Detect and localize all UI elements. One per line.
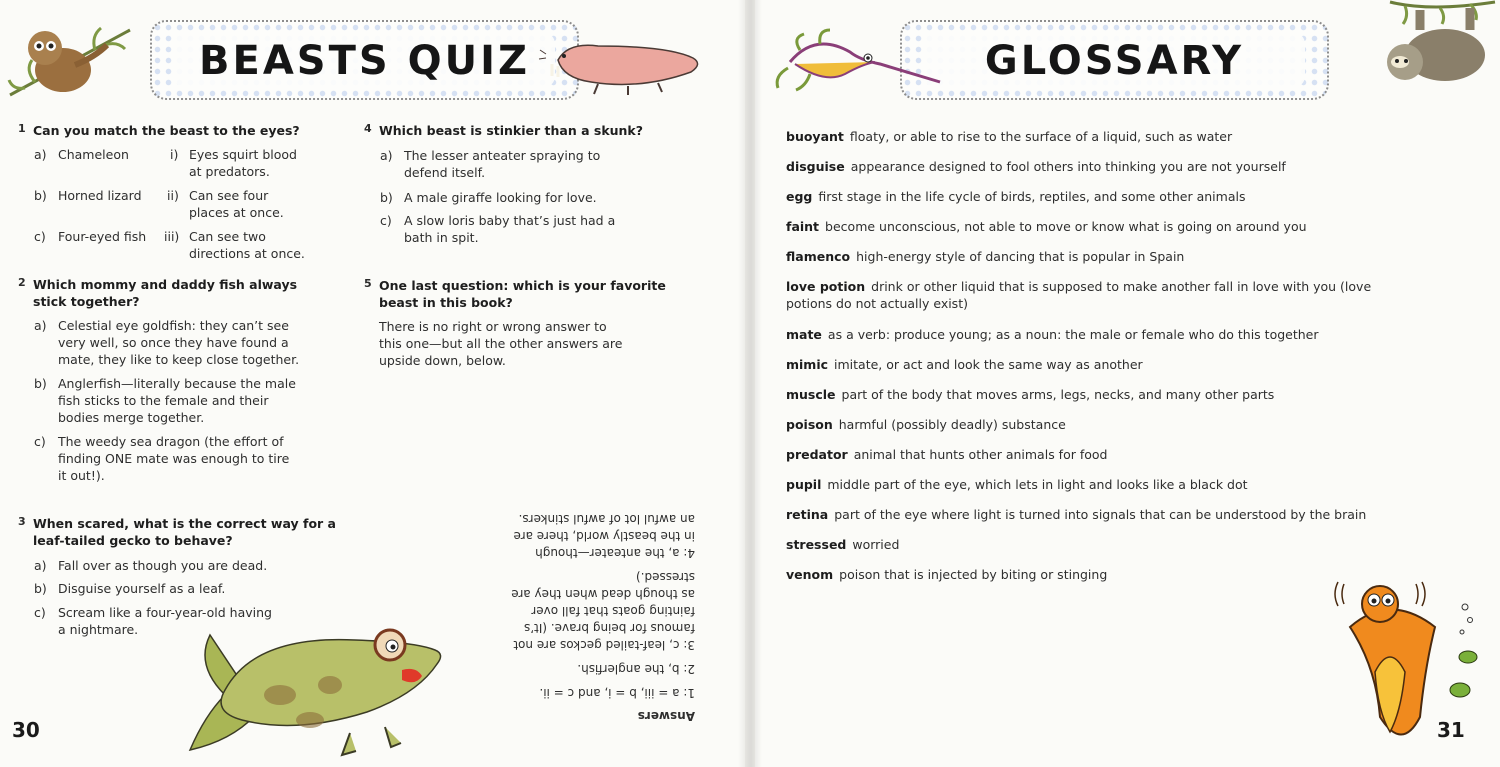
answer-4: 4: a, the anteater—though in the beastly world, there are an awful lot of awful stinkers.	[513, 512, 695, 560]
glossary-entry-venom: venom poison that is injected by biting or stinging	[786, 567, 1108, 582]
answer-3: 3: c, leaf-tailed geckos are not famous for being brave. (It’s fainting goats that fall over as though dead when they are stressed.)	[511, 570, 695, 652]
question-5-body: There is no right or wrong answer to this one—but all the other answers are upside down, below.	[379, 319, 623, 368]
question-4-text: Which beast is stinkier than a skunk?	[379, 123, 643, 138]
question-2-option-b: b) Anglerfish—literally because the male fish sticks to the female and their bodies merge together.	[34, 376, 296, 425]
question-2-option-a: a) Celestial eye goldfish: they can’t see very well, so once they have found a mate, they like to keep close together.	[34, 318, 300, 367]
question-4-option-a: a) The lesser anteater spraying to defend itself.	[380, 148, 601, 180]
glossary-entry-faint: faint become unconscious, not able to move or know what is going on around you	[786, 219, 1307, 234]
book-gutter	[738, 0, 762, 767]
glossary-entry-mate: mate as a verb: produce young; as a noun: the male or female who do this together	[786, 327, 1319, 342]
question-1-text: Can you match the beast to the eyes?	[33, 123, 300, 138]
slow-loris-illustration	[5, 10, 135, 105]
question-2-option-c: c) The weedy sea dragon (the effort of finding ONE mate was enough to tire it out!).	[34, 434, 290, 483]
answer-1: 1: a = iii, b = i, and c = ii.	[539, 686, 695, 700]
fish-illustration	[170, 615, 460, 760]
glossary-entry-muscle: muscle part of the body that moves arms, legs, necks, and many other parts	[786, 387, 1275, 402]
sloth-illustration	[1360, 0, 1500, 100]
glossary-entry-predator: predator animal that hunts other animals for food	[786, 447, 1108, 462]
naked-mole-rat-illustration	[538, 28, 708, 98]
glossary-entry-buoyant: buoyant floaty, or able to rise to the surface of a liquid, such as water	[786, 129, 1233, 144]
question-4-number: 4	[364, 122, 372, 135]
upside-down-answers	[440, 474, 695, 724]
glossary-entry-pupil: pupil middle part of the eye, which lets in light and looks like a black dot	[786, 477, 1248, 492]
question-2-number: 2	[18, 276, 26, 289]
glossary-entry-egg: egg first stage in the life cycle of birds, reptiles, and some other animals	[786, 189, 1246, 204]
left-page-number: 30	[12, 718, 40, 742]
question-3-option-b: b) Disguise yourself as a leaf.	[34, 581, 226, 596]
glossary-entry-poison: poison harmful (possibly deadly) substance	[786, 417, 1066, 432]
weedy-sea-dragon-illustration	[770, 22, 945, 102]
answer-2: 2: b, the anglerfish.	[577, 662, 695, 676]
question-1-number: 1	[18, 122, 26, 135]
question-4-option-b: b) A male giraffe looking for love.	[380, 190, 597, 205]
answers-title: Answers	[637, 709, 695, 723]
question-5-number: 5	[364, 277, 372, 290]
question-5-line-1: One last question: which is your favorite	[379, 278, 666, 293]
question-2-line-1: Which mommy and daddy fish always	[33, 277, 298, 292]
quiz-title: BEASTS QUIZ	[199, 38, 530, 84]
question-3-number: 3	[18, 515, 26, 528]
question-3-option-a: a) Fall over as though you are dead.	[34, 558, 268, 573]
question-3-line-1: When scared, what is the correct way for a	[33, 516, 336, 531]
glossary-entry-mimic: mimic imitate, or act and look the same way as another	[786, 357, 1143, 372]
glossary-title: GLOSSARY	[984, 38, 1245, 84]
right-page-number: 31	[1437, 718, 1465, 742]
glossary-entry-retina: retina part of the eye where light is turned into signals that can be understood by the brain	[786, 507, 1367, 522]
quiz-title-banner	[150, 20, 579, 100]
question-4-option-c: c) A slow loris baby that’s just had a bath in spit.	[380, 213, 616, 245]
question-2-line-2: stick together?	[33, 294, 140, 309]
glossary-entry-stressed: stressed worried	[786, 537, 900, 552]
glossary-entry-love-potion: love potion drink or other liquid that is supposed to make another fall in love with you (love potions do not actually exist)	[786, 279, 1372, 311]
question-3-option-c: c) Scream like a four-year-old having a nightmare.	[34, 605, 272, 637]
glossary-entry-flamenco: flamenco high-energy style of dancing that is popular in Spain	[786, 249, 1185, 264]
question-5-line-2: beast in this book?	[379, 295, 513, 310]
question-3-line-2: leaf-tailed gecko to behave?	[33, 533, 233, 548]
glossary-title-banner	[900, 20, 1329, 100]
glossary-entry-disguise: disguise appearance designed to fool others into thinking you are not yourself	[786, 159, 1286, 174]
